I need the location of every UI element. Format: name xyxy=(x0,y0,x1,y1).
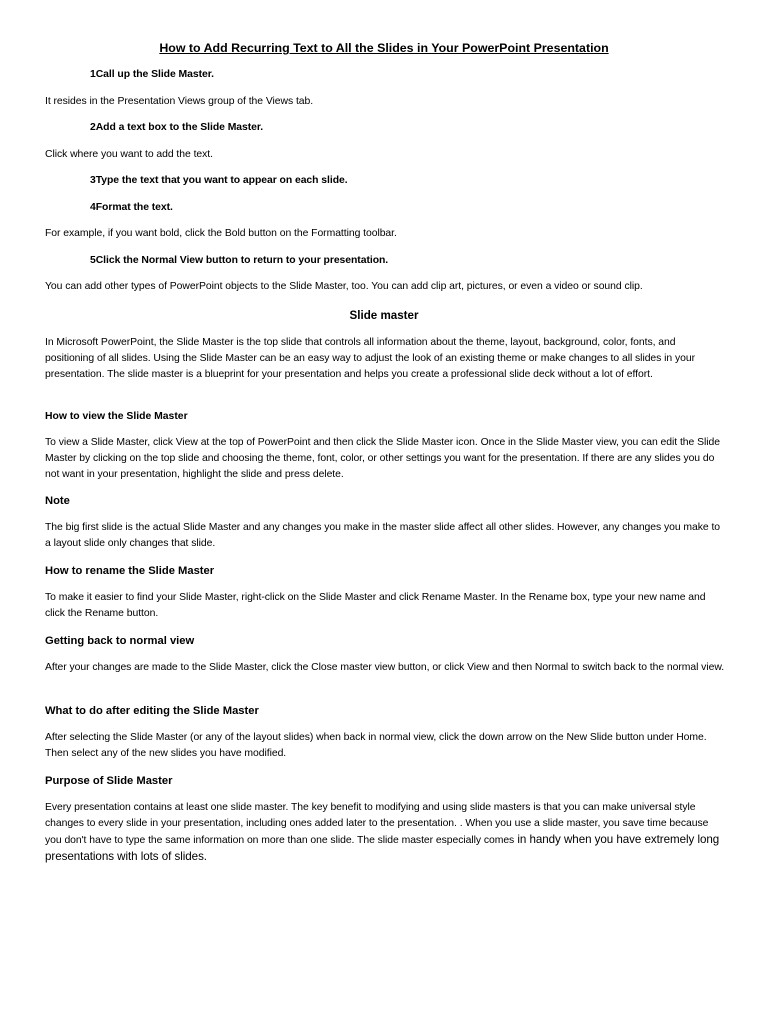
body-rename-slide-master: To make it easier to find your Slide Master, right-click on the Slide Master and click Rename Master. In the Rename box, type your new name and click the Rename button. xyxy=(45,592,706,619)
step-1-label: 1Call up the Slide Master. xyxy=(90,69,215,80)
step-4-label: 4Format the text. xyxy=(90,202,173,213)
body-after-editing: After selecting the Slide Master (or any of the layout slides) when back in normal view, click the down arrow on the New Slide button under Home. Then select any of the new slides you have modified. xyxy=(45,732,707,759)
section-title: Slide master xyxy=(349,309,419,322)
step-3-label: 3Type the text that you want to appear on each slide. xyxy=(90,175,348,186)
heading-view-slide-master: How to view the Slide Master xyxy=(45,411,188,422)
document-title: How to Add Recurring Text to All the Slides in Your PowerPoint Presentation xyxy=(159,41,609,55)
intro-paragraph: In Microsoft PowerPoint, the Slide Master is the top slide that controls all information about the theme, layout, background, color, fonts, and positioning of all slides. Using the Slide Master can be an easy way to adjust the look of an existing theme or make changes to all slides in your presentation. The slide master is a blueprint for your presentation and helps you create a professional slide deck without a lot of effort. xyxy=(45,337,695,380)
step-5-detail: You can add other types of PowerPoint objects to the Slide Master, too. You can add clip art, pictures, or even a video or sound clip. xyxy=(45,281,643,292)
heading-normal-view: Getting back to normal view xyxy=(45,635,195,647)
heading-note: Note xyxy=(45,495,70,507)
body-normal-view: After your changes are made to the Slide Master, click the Close master view button, or click View and then Normal to switch back to the normal view. xyxy=(45,662,725,673)
step-1-detail: It resides in the Presentation Views group of the Views tab. xyxy=(45,96,314,107)
step-4-detail: For example, if you want bold, click the Bold button on the Formatting toolbar. xyxy=(45,228,397,239)
body-note: The big first slide is the actual Slide Master and any changes you make in the master slide affect all other slides. However, any changes you make to a layout slide only changes that slide. xyxy=(45,522,721,549)
step-2-detail: Click where you want to add the text. xyxy=(45,149,213,160)
body-purpose-tail: in handy when you have extremely long presentations with lots of slides. xyxy=(45,833,720,863)
body-purpose-main: Every presentation contains at least one slide master. The key benefit to modifying and using slide masters is that you can make universal style changes to every slide in your presentation, including ones added later to the presentation. . When you use a slide master, you save time because you don't have to type the same information on more than one slide. The slide master especially comes xyxy=(45,802,709,846)
body-view-slide-master: To view a Slide Master, click View at the top of PowerPoint and then click the Slide Master icon. Once in the Slide Master view, you can edit the Slide Master by clicking on the top slide and choosing the theme, font, color, or other settings you want for the presentation. If there are any slides you do not want in your presentation, highlight the slide and press delete. xyxy=(45,437,720,480)
heading-after-editing: What to do after editing the Slide Master xyxy=(45,705,259,717)
step-5-label: 5Click the Normal View button to return to your presentation. xyxy=(90,255,389,266)
heading-purpose: Purpose of Slide Master xyxy=(45,775,173,787)
body-purpose xyxy=(45,800,725,866)
heading-rename-slide-master: How to rename the Slide Master xyxy=(45,565,215,577)
step-2-label: 2Add a text box to the Slide Master. xyxy=(90,122,264,133)
